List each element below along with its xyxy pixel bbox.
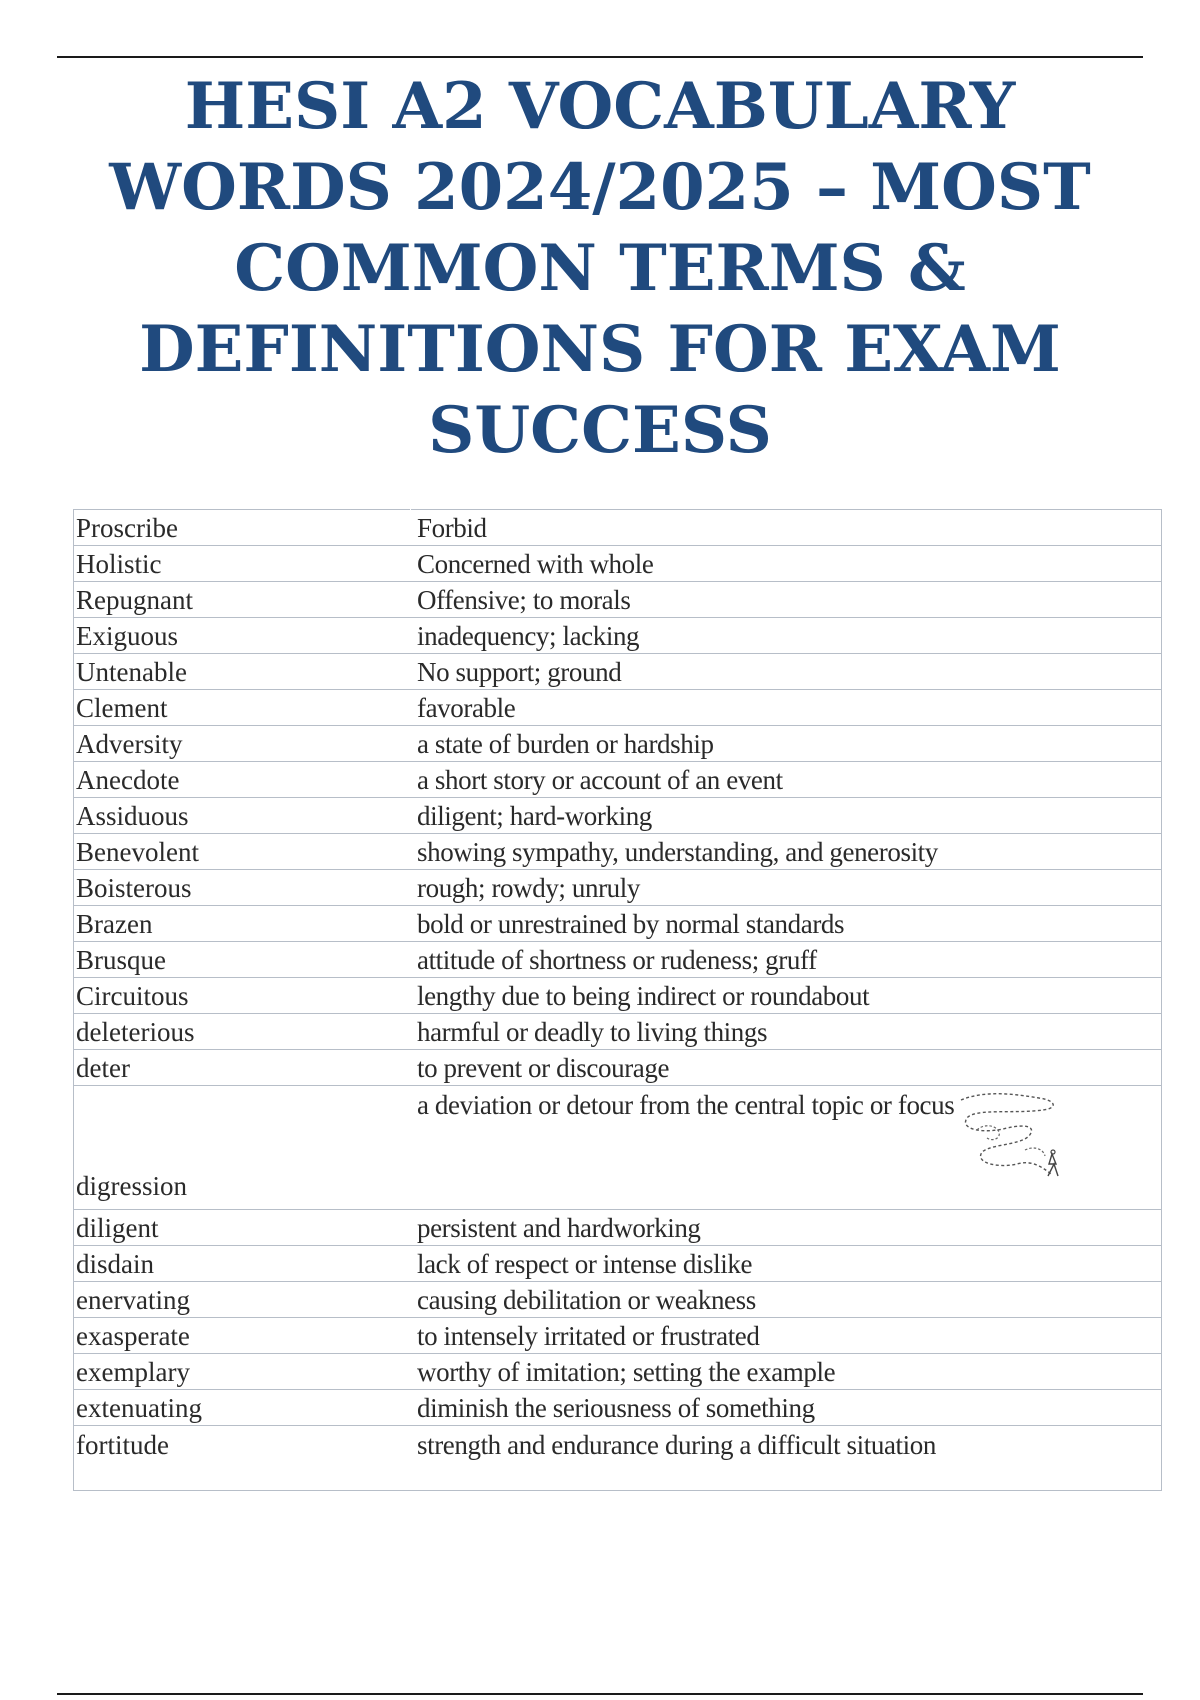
- table-row: [74, 906, 1162, 942]
- table-row: [74, 1210, 1162, 1246]
- table-row: [74, 798, 1162, 834]
- table-row: [74, 618, 1162, 654]
- definition-cell: Forbid: [411, 510, 1162, 546]
- definition-cell: harmful or deadly to living things: [411, 1014, 1162, 1050]
- term-cell: Clement: [74, 690, 411, 726]
- table-row: [74, 726, 1162, 762]
- vocabulary-table: [73, 509, 1162, 1491]
- term-cell: Repugnant: [74, 582, 411, 618]
- term-cell: Benevolent: [74, 834, 411, 870]
- definition-cell: strength and endurance during a difficult situation: [411, 1426, 1162, 1491]
- term-cell: Holistic: [74, 546, 411, 582]
- definition-cell: [411, 1086, 1162, 1210]
- table-row: [74, 1318, 1162, 1354]
- term-cell: Circuitous: [74, 978, 411, 1014]
- definition-cell: to intensely irritated or frustrated: [411, 1318, 1162, 1354]
- term-cell: Brusque: [74, 942, 411, 978]
- term-cell: Boisterous: [74, 870, 411, 906]
- table-row: [74, 834, 1162, 870]
- term-cell: extenuating: [74, 1390, 411, 1426]
- table-row: [74, 1282, 1162, 1318]
- definition-cell: bold or unrestrained by normal standards: [411, 906, 1162, 942]
- table-row: [74, 870, 1162, 906]
- table-row: [74, 1086, 1162, 1210]
- term-cell: deleterious: [74, 1014, 411, 1050]
- term-cell: disdain: [74, 1246, 411, 1282]
- definition-cell: rough; rowdy; unruly: [411, 870, 1162, 906]
- definition-cell: causing debilitation or weakness: [411, 1282, 1162, 1318]
- definition-cell: attitude of shortness or rudeness; gruff: [411, 942, 1162, 978]
- definition-cell: worthy of imitation; setting the example: [411, 1354, 1162, 1390]
- table-row: [74, 654, 1162, 690]
- definition-cell: diminish the seriousness of something: [411, 1390, 1162, 1426]
- term-cell: Proscribe: [74, 510, 411, 546]
- table-row: [74, 1246, 1162, 1282]
- definition-cell: Offensive; to morals: [411, 582, 1162, 618]
- table-row: [74, 1390, 1162, 1426]
- term-cell: Anecdote: [74, 762, 411, 798]
- term-cell: digression: [74, 1086, 411, 1210]
- term-cell: exasperate: [74, 1318, 411, 1354]
- table-row: [74, 942, 1162, 978]
- definition-cell: diligent; hard-working: [411, 798, 1162, 834]
- table-row: [74, 1426, 1162, 1491]
- definition-cell: persistent and hardworking: [411, 1210, 1162, 1246]
- definition-cell: favorable: [411, 690, 1162, 726]
- term-cell: Untenable: [74, 654, 411, 690]
- table-row: [74, 1354, 1162, 1390]
- term-cell: fortitude: [74, 1426, 411, 1491]
- table-row: [74, 510, 1162, 546]
- document-title: HESI A2 VOCABULARY WORDS 2024/2025 – MOST COMMON TERMS & DEFINITIONS FOR EXAM SUCCESS: [109, 69, 1091, 468]
- definition-cell: a short story or account of an event: [411, 762, 1162, 798]
- term-cell: enervating: [74, 1282, 411, 1318]
- term-cell: deter: [74, 1050, 411, 1086]
- term-cell: Adversity: [74, 726, 411, 762]
- table-row: [74, 1050, 1162, 1086]
- table-row: [74, 690, 1162, 726]
- definition-cell: Concerned with whole: [411, 546, 1162, 582]
- definition-cell: lengthy due to being indirect or roundabout: [411, 978, 1162, 1014]
- bottom-rule: [57, 1693, 1143, 1695]
- definition-cell: showing sympathy, understanding, and generosity: [411, 834, 1162, 870]
- table-row: [74, 546, 1162, 582]
- term-cell: Exiguous: [74, 618, 411, 654]
- definition-text: a deviation or detour from the central topic or focus: [417, 1090, 955, 1120]
- top-rule: [57, 56, 1143, 58]
- definition-cell: a state of burden or hardship: [411, 726, 1162, 762]
- table-row: [74, 762, 1162, 798]
- table-row: [74, 582, 1162, 618]
- table-row: [74, 1014, 1162, 1050]
- definition-cell: lack of respect or intense dislike: [411, 1246, 1162, 1282]
- term-cell: Assiduous: [74, 798, 411, 834]
- term-cell: diligent: [74, 1210, 411, 1246]
- term-cell: Brazen: [74, 906, 411, 942]
- definition-cell: to prevent or discourage: [411, 1050, 1162, 1086]
- term-cell: exemplary: [74, 1354, 411, 1390]
- definition-cell: No support; ground: [411, 654, 1162, 690]
- winding-path-sketch-icon: [955, 1088, 1065, 1188]
- table-row: [74, 978, 1162, 1014]
- definition-cell: inadequency; lacking: [411, 618, 1162, 654]
